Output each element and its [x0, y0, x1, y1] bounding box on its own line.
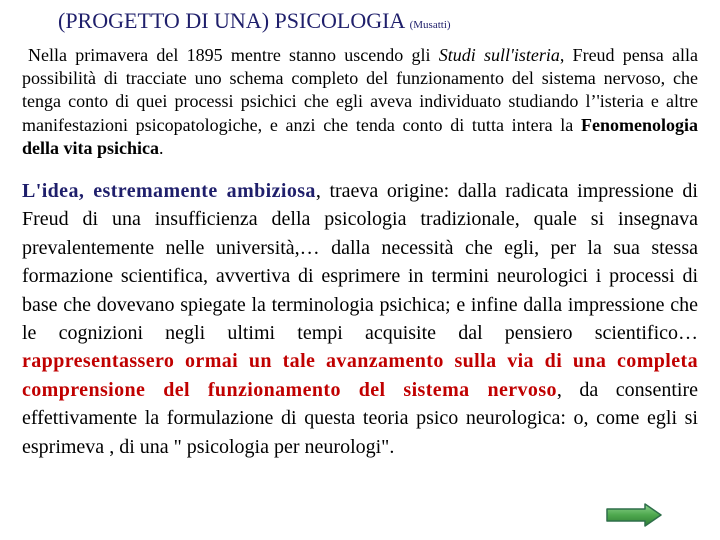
intro-paragraph: [22, 44, 698, 160]
intro-end: .: [159, 137, 164, 158]
intro-text-1: Nella primavera del 1895 mentre stanno uscendo gli: [28, 45, 439, 65]
intro-italic-title: Studi sull'isteria: [438, 45, 560, 65]
title-text: (PROGETTO DI UNA) PSICOLOGIA: [58, 8, 405, 33]
main-highlight-red: rappresentassero ormai un tale avanzamento sulla via di una completa comprensione del funzionamento del sistema nervoso: [22, 350, 698, 401]
intro-text-2: , Freud pensa alla possibilità di tracciate uno schema completo del funzionamento del sistema nervoso, che tenga conto di quei processi psichici che egli aveva individuato studiando l’'isteria e altre manifestazioni psicopatologiche, e anzi che tenda conto di tutta intera la: [22, 45, 698, 135]
title-author: (Musatti): [409, 19, 451, 31]
main-highlight-blue: L'idea, estremamente ambiziosa: [22, 180, 316, 202]
right-arrow-icon: [605, 502, 663, 528]
intro-bold-phrase: Fenomenologia della vita psichica: [22, 114, 698, 158]
main-text-1: , traeva origine: dalla radicata impressione di Freud di una insufficienza della psicologia tradizionale, quale si insegnava prevalentemente nelle università,… dalla necessità che egli, per la sua stessa formazione scientifica, avvertiva di esprimere in termini neurologici i processi di base che dovevano spiegate la terminologia psichica; e infine dalla impressione che le cognizioni negli ultimi tempi acquisite dal pensiero scientifico…: [22, 180, 698, 345]
main-text-2: , da consentire effettivamente la formulazione di questa teoria psico neurologica: o, come egli si esprimeva , di una " psicologia per neurologi".: [22, 378, 698, 458]
slide-title: [58, 8, 451, 34]
main-paragraph: [22, 177, 698, 461]
next-slide-button[interactable]: [605, 502, 663, 528]
